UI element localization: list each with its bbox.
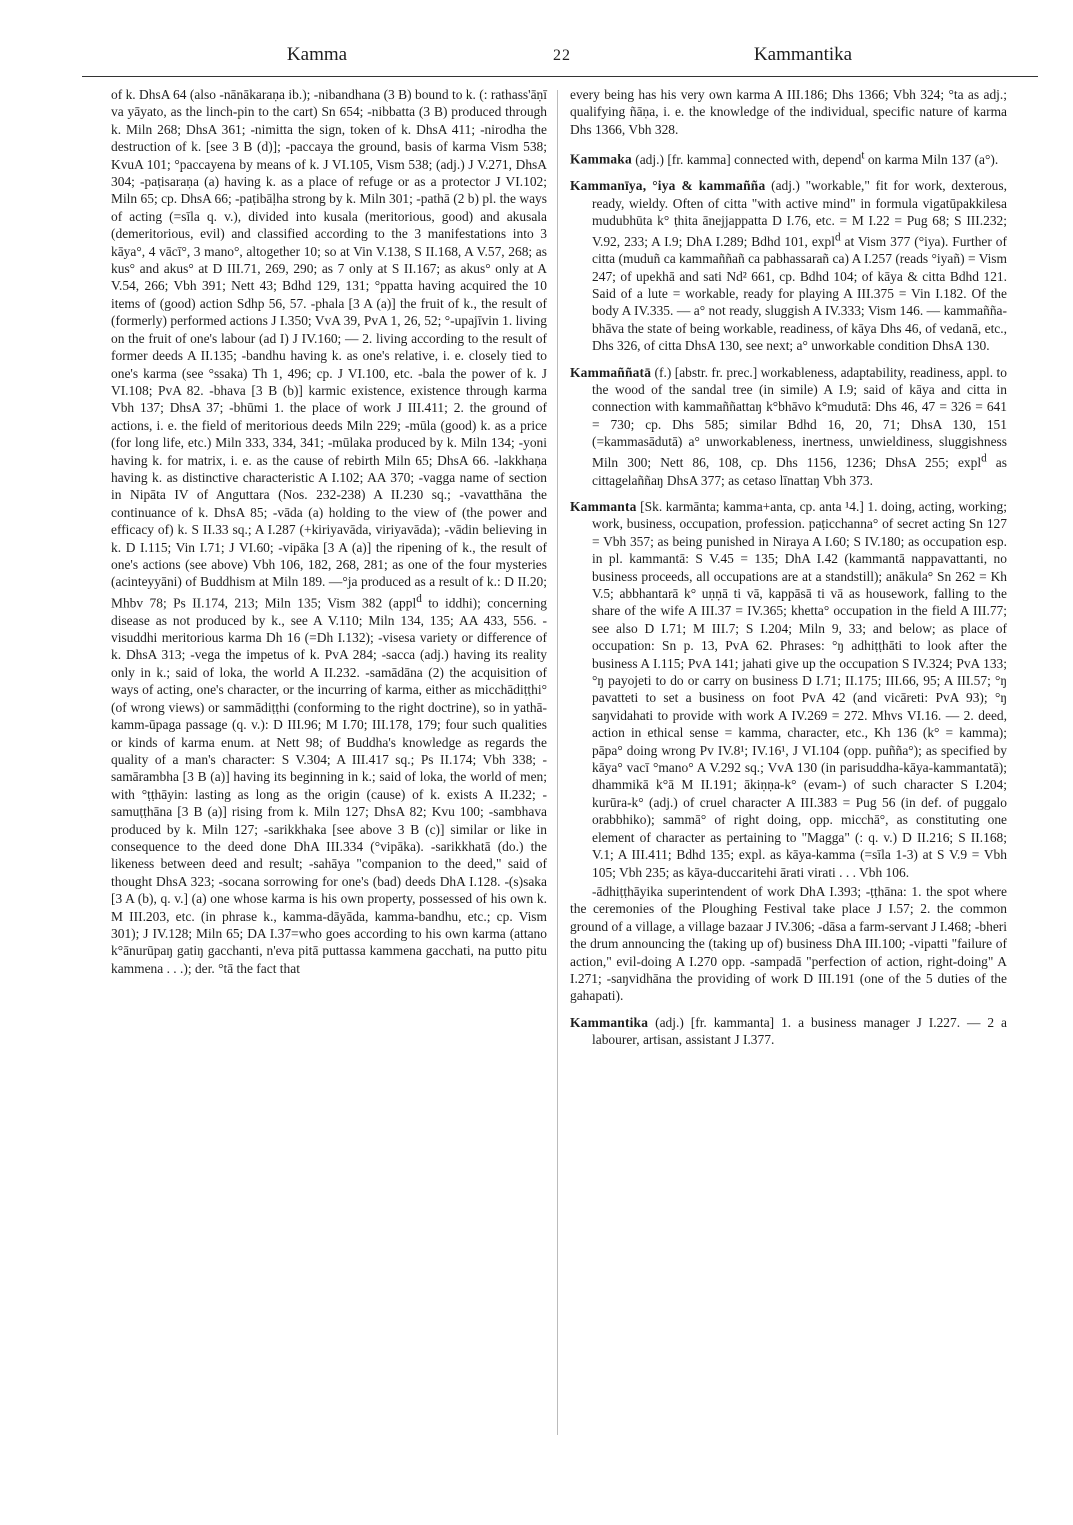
header-last-word: Kammantika xyxy=(753,44,853,65)
entry-continuation-ssaka: every being has his very own karma A III.186; Dhs 1366; Vbh 324; °ta as adj.; qualifying ñāṇa, i. e. the knowledge of the individual, specific nature of karma Dhs 1366, Vbh 328. xyxy=(570,87,1007,137)
dictionary-entry xyxy=(570,364,1007,489)
headword: Kammaññatā xyxy=(570,364,652,380)
header-first-word: Kamma xyxy=(286,44,348,65)
compound-subparagraph: -ādhiṭṭhāyika superintendent of work DhA I.393; -ṭṭhāna: 1. the spot where the ceremonies of the Ploughing Festival take place J I.57; 2. the common ground of a village, a village bazaar J IV.306; -dāsa a farm-servant J I.468; -bheri the drum announcing the (taking up of) business DhA III.100; -vipatti "failure of action," evil-doing A I.270 opp. -sampadā "perfection of action, right-doing" A I.271; -saŋvidhāna the providing of work D III.191 (one of the 5 duties of the gahapati). xyxy=(570,883,1007,1004)
dictionary-entry xyxy=(570,1014,1007,1049)
headword: Kammanta xyxy=(570,498,637,514)
entry-continuation-kamma: of k. DhsA 64 (also -nānākaraṇa ib.); -nibandhana (3 B) bound to k. (: rathass'āṇī va yāyato, as the linch-pin to the cart) Sn 654; -nibbatta (3 B) produced through k. Miln 268; DhsA 361; -nimitta the sign, token of k. DhsA 411; -nirodha the destruction of k. [see 3 B (d)]; -paccaya the ground, basis of karma Vism 538; KvuA 101; °paccayena by means of k. J VI.105, Vism 538; (adj.) J V.271, DhsA 304; -paṭisaraṇa (a) having k. as a place of refuge or as a protector J VI.102; Miln 65; cp. DhsA 66; -paṭibāḷha strong by k. Miln 301; -pathā (2 b) pl. the ways of acting (=sīla q. v.), divided into kusala (meritorious, good) and akusala (demeritorious, evil) and classified according to the 3 manifestations into 3 kāya°, 4 vācī°, 3 mano°, altogether 10; so at Vin V.138, S II.168, A V.57, 268; as kus° and akus° at D III.71, 269, 290; as 7 only at S II.167; as akus° only at A V.54, 266; Vbh 391; Nett 43; Bdhd 129, 131; °ppatta having acquired the 10 items of (good) action Sdhp 56, 57. -phala [3 A (a)] the fruit of k., the result of (formerly) performed actions J I.350; VvA 39, PvA 1, 26, 52; °-upajīvin 1. living on the fruit of one's labour (ad I) J IV.160; — 2. living according to the result of former deeds A II.135; -bandhu having k. as one's relative, i. e. closely tied to one's karma (see °ssaka) Th 1, 496; cp. J VI.100, etc. -bala the power of k. J VI.108; PvA 82. -bhava [3 B (b)] karmic existence, existence through karma Vbh 137; DhsA 37; -bhūmi 1. the place of work J III.411; 2. the ground of actions, i. e. the field of meritorious deeds Miln 229; -mūla (good) k. as a price (for long life, etc.) Miln 333, 334, 341; -mūlaka produced by k. Miln 134; -yoni having k. for matrix, i. e. as the cause of rebirth Miln 65; DhsA 66. -lakkhaṇa having k. as distinctive characteristic A I.102; AA 370; -vagga name of section in Nipāta IV of Anguttara (Nos. 232-238) A II.230 sq.; -vavatthāna the continuance of k. DhsA 85; -vāda (a) holding to the view of (the power and efficacy of) k. S II.33 sq.; A I.287 (+kiriyavāda, viriyavāda); -vādin believing in k. D I.115; Vin I.71; J VI.60; -vipāka [3 A (a)] the ripening of k., the result of one's actions (see above) Vbh 106, 182, 268, 281; as one of the four mysteries (acinteyyāni) of Buddhism at Miln 189. —°ja produced as a result of k.: D II.20; Mhbv 78; Ps II.174, 213; Miln 135; Vism 382 (appl$^d$ to iddhi); concerning disease as not produced by k., see A V.110; Miln 134, 135; AA 433, 556. -visuddhi meritorious karma Dh 16 (=Dh I.132); -visesa variety or difference of k. DhsA 313; -vega the impetus of k. PvA 284; -sacca (adj.) having its reality only in k.; said of loka, the world A II.232. -samādāna (2) the acquisition of ways of acting, one's character, or the incurring of karma, either as micchādiṭṭhi° (of wrong views) or sammādiṭṭhi (conforming to the right doctrine), so in yathā-kamm-ūpaga passage (q. v.): D III.96; M I.70; III.178, 179; four such qualities or kinds of karma enum. at Nett 98; of Buddha's knowledge as regards the quality of a man's character: S V.304; A III.417 sq.; Ps II.174; Vbh 338; -samārambha [3 B (a)] having its beginning in k.; said of loka, the world of men; with °ṭṭhāyin: lasting as long as the origin (cause) of k. exists A II.232; -samuṭṭhāna [3 B (a)] rising from k. Miln 127; DhsA 82; Kvu 100; -sambhava produced by k. Miln 127; -sarikkhaka [see above 3 B (c)] similar or like in consequence to the deed done DhA III.334 (°vipāka). -sarikkhatā (do.) the likeness between deed and result; -sahāya "companion to the deed," said of thought DhsA 323; -socana sorrowing for one's (bad) deeds DhA I.128. -(s)saka [3 A (b), q. v.] (a) one whose karma is his own property, possessed of his own k. M III.203, etc. (in phrase k., kamma-dāyāda, kamma-bandhu, etc.; cp. Vism 301); J IV.128; Miln 65; DA I.37=who goes according to his own karma (attano k°ānurūpaŋ gatiŋ gacchanti, n'eva pitā puttassa kammena gacchati, na putto pitu kammena . . .); der. °tā the fact that xyxy=(111,87,547,976)
headword: Kammanīya, °iya & kammañña xyxy=(570,178,766,194)
dictionary-entry xyxy=(570,498,1007,881)
column-divider xyxy=(557,90,558,1435)
headword: Kammantika xyxy=(570,1014,649,1030)
left-column xyxy=(111,86,547,986)
entry-body: (f.) [abstr. fr. prec.] workableness, adaptability, readiness, appl. to the wood of the sandal tree (in simile) A I.9; said of kāya and citta in connection with kammaññattaŋ k°bhāvo k°mudutā: Dhs 46, 47 = 326 = 641 = 730; cp. Dhs 585; similar Bdhd 16, 20, 71; DhsA 130, 151 (=kammasādutā) a° unworkableness, inertness, unwieldiness, sluggishness Miln 300; Nett 86, 108, cp. Dhs 1156, 1236; DhsA 255; expl$^d$ as cittagelaññaŋ DhsA 377; as cetaso līnattaŋ Vbh 373. xyxy=(592,364,1007,488)
right-column xyxy=(570,86,1007,1058)
running-header xyxy=(82,44,1038,74)
entry-body: [Sk. karmānta; kamma+anta, cp. anta ¹4.] 1. doing, acting, working; work, business, occupation, profession. paṭicchanna° of secret acting Sn 127 = Vbh 357; as being punished in Niraya A I.60; S IV.180; as occupation esp. in pl. kammantā: S V.45 = 135; DhA I.42 (kammantā nappavattanti, no business proceeds, all occupations are at a standstill); anākula° Sn 262 = Kh V.5; abbhantarā k° uṇṇā ti vā, kappāsā ti vā as housework, falling to the share of the wife A III.37 = IV.365; khetta° occupation in the field A III.77; see also D I.71; M III.7; S I.204; Miln 9, 33; and below; as place of occupation: Sn p. 13, PvA 62. Phrases: °ŋ adhiṭṭhāti to look after the business A I.115; PvA 141; jahati give up the occupation S IV.324; PvA 133; °ŋ payojeti to do or carry on business D I.71; II.175; III.66, 95; A III.57; °ŋ pavatteti to set a business on foot PvA 42 (and vicāreti: PvA 93); °ŋ saŋvidahati to provide with work A IV.269 = 272. Mhvs VI.16. — 2. deed, action in ethical sense = kamma, character, etc., Kh 136 (k° = kamma); pāpa° doing wrong Pv IV.8¹; IV.16¹, J VI.104 (opp. puñña°); as specified by kāya° vacī °mano° A V.292 sq.; VvA 130 (in parisuddha-kāya-kammantatā); dhammikā k°ā M II.191; ākiṇṇa-k° (evam-) of such character S I.204; kurūra-k° (adj.) of cruel character A III.383 = Pug 56 (in def. of puggalo orabbhiko); sammā° of right doing, opp. micchā°, as constituting one element of character as pertaining to "Magga" (: q. v.) D II.216; S II.168; V.1; A III.411; Bdhd 135; expl. as kāya-kamma (=sīla 1-3) at S V.9 = Vbh 105; Vbh 235; as kāya-duccaritehi ārati virati . . . Vbh 106. xyxy=(592,498,1007,880)
header-rule xyxy=(82,76,1038,77)
entry-body: (adj.) "workable," fit for work, dexterous, ready, wieldy. Often of citta "with active mind" in formula vigatūpakkilesa mudubhūta k° ṭhita ānejjappatta D I.76, etc. = M I.22 = Pug 68; S III.232; V.92, 233; A I.9; DhA I.289; Bdhd 101, expl$^d$ at Vism 377 (°iya). Further of citta (muduñ ca kammaññañ ca pabhassarañ ca) A I.257 (reads °iyañ) = Vism 247; of upekhā and sati Nd² 661, cp. Bdhd 104; of kāya & citta Bdhd 121. Said of a lute = workable, ready for playing A III.375 = Vin I.182. Of the body A IV.335. — a° not ready, sluggish A IV.333; Vism 146. — kammañña-bhāva the state of being workable, readiness, of kāya Dhs 46, of vedanā, etc., Dhs 326, of citta DhsA 130, see next; a° unworkable condition DhsA 130. xyxy=(592,178,1008,354)
entry-body: (adj.) [fr. kammanta] 1. a business manager J I.227. — 2 a labourer, artisan, assistant J I.377. xyxy=(592,1014,1007,1048)
entry-body: (adj.) [fr. kamma] connected with, depend$^t$ on karma Miln 137 (a°). xyxy=(635,149,999,167)
dictionary-entry xyxy=(570,147,1007,168)
headword: Kammaka xyxy=(570,151,632,167)
dictionary-entry xyxy=(570,177,1007,355)
page-number: 22 xyxy=(553,47,571,64)
